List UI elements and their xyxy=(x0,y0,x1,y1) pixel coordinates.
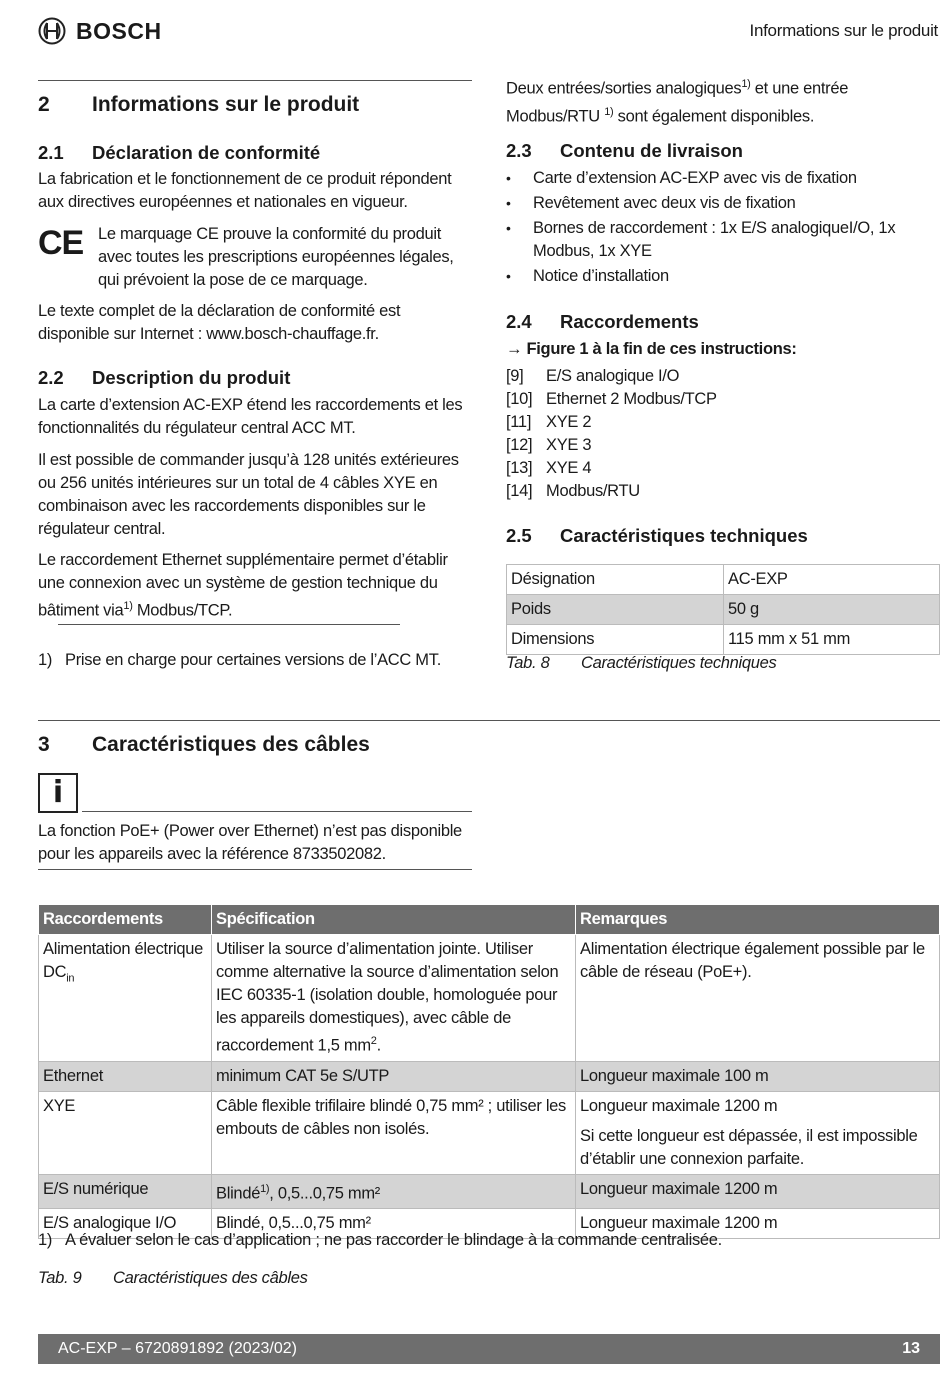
table-row: Alimentation électrique $DC_{in}$ Utiliser la source d’alimentation jointe. Utiliser comme alternative la source d’alimentation selon IEC 60335-1 (isolation double, homologuée pour les appareils domestiques), avec câble de raccordement 1,5 $mm^2$. Alimentation électrique également possible par le câble de réseau (PoE+). xyxy=(39,935,940,1062)
footnote: 1) A évaluer selon le cas d’application ; ne pas raccorder le blindage à la commande centralisée. xyxy=(38,1231,722,1249)
table-row: E/S analogique I/O Blindé, 0,5...0,75 mm² Longueur maximale 1200 m xyxy=(39,1209,940,1239)
paragraph: La carte d’extension AC-EXP étend les raccordements et les fonctionnalités du régulateur central ACC MT. xyxy=(38,396,463,437)
section-2-5-heading: 2.5 Caractéristiques techniques xyxy=(506,525,808,546)
tech-specs-table xyxy=(506,564,940,655)
table-caption: Tab. 9 Caractéristiques des câbles xyxy=(38,1269,308,1287)
list-item: [11] XYE 2 xyxy=(506,413,592,431)
section-2-3-heading: 2.3 Contenu de livraison xyxy=(506,140,743,161)
section-2-1-heading: 2.1 Déclaration de conformité xyxy=(38,142,321,163)
list-item: • Notice d’installation xyxy=(506,265,936,288)
section-2-2-heading: 2.2 Description du produit xyxy=(38,367,291,388)
ce-mark-icon: CE xyxy=(38,224,84,262)
divider xyxy=(38,869,472,870)
section-2-4-heading: 2.4 Raccordements xyxy=(506,311,699,332)
paragraph: Le texte complet de la déclaration de conformité est disponible sur Internet : www.bosch-chauffage.fr. xyxy=(38,302,401,343)
connection-list xyxy=(506,365,717,503)
table-row: Poids 50 g xyxy=(507,595,940,625)
list-item: • Bornes de raccordement : 1x E/S analogiqueI/O, 1x Modbus, 1x XYE xyxy=(506,217,936,263)
table-row: Dimensions 115 mm x 51 mm xyxy=(507,625,940,655)
info-icon: i xyxy=(38,773,78,813)
list-item: [12] XYE 3 xyxy=(506,436,592,454)
table-row: Ethernet minimum CAT 5e S/UTP Longueur maximale 100 m xyxy=(39,1061,940,1091)
paragraph: Il est possible de commander jusqu’à 128 unités extérieures ou 256 unités intérieures sur un total de 4 câbles XYE en combinaison avec les raccordements disponibles sur le régulateur central. xyxy=(38,451,459,538)
paragraph: Deux entrées/sorties analogiques$^{1)}$ et une entrée Modbus/RTU $^{1)}$ sont également disponibles. xyxy=(506,78,849,125)
footer-bar xyxy=(38,1334,940,1364)
divider xyxy=(38,720,940,721)
table-row: E/S numérique Blindé$^{1)}$, 0,5...0,75 mm² Longueur maximale 1200 m xyxy=(39,1174,940,1209)
paragraph: La fabrication et le fonctionnement de ce produit répondent aux directives européennes et nationales en vigueur. xyxy=(38,170,452,211)
brand-name: BOSCH xyxy=(76,17,162,44)
footnote-divider xyxy=(58,624,400,625)
paragraph: Le raccordement Ethernet supplémentaire permet d’établir une connexion avec un système de gestion technique du bâtiment via$^{1)}$ Modbus/TCP. xyxy=(38,551,448,620)
page-number: 13 xyxy=(902,1340,920,1357)
section-3-heading: 3 Caractéristiques des câbles xyxy=(38,733,370,756)
list-item: [9] E/S analogique I/O xyxy=(506,367,680,385)
list-item: [13] XYE 4 xyxy=(506,459,592,477)
footer-doc-id: AC-EXP – 6720891892 (2023/02) xyxy=(58,1340,297,1357)
footnote: 1) Prise en charge pour certaines versions de l’ACC MT. xyxy=(38,651,441,669)
list-item: [14] Modbus/RTU xyxy=(506,482,640,500)
table-row: Désignation AC-EXP xyxy=(507,565,940,595)
ce-text: Le marquage CE prouve la conformité du produit avec toutes les prescriptions européennes légales, qui prévoient la pose de ce marquage. xyxy=(98,225,454,289)
header-section-title: Informations sur le produit xyxy=(749,21,938,40)
table-row: XYE Câble flexible trifilaire blindé 0,75 mm² ; utiliser les embouts de câbles non isolés. Longueur maximale 1200 m Si cette longueur est dépassée, il est impossible d’établir une connexion parfaite. xyxy=(39,1091,940,1174)
divider xyxy=(38,80,472,81)
delivery-list xyxy=(506,167,936,288)
list-item: • Carte d’extension AC-EXP avec vis de fixation xyxy=(506,167,936,190)
bosch-armature-icon xyxy=(38,17,66,45)
list-item: [10] Ethernet 2 Modbus/TCP xyxy=(506,390,717,408)
table-header-row: Raccordements Spécification Remarques xyxy=(39,905,940,935)
section-2-heading: 2 Informations sur le produit xyxy=(38,93,360,116)
divider xyxy=(82,811,472,812)
table-caption: Tab. 8 Caractéristiques techniques xyxy=(506,654,777,672)
brand-logo xyxy=(38,17,162,45)
info-text: La fonction PoE+ (Power over Ethernet) n’est pas disponible pour les appareils avec la référence 8733502082. xyxy=(38,822,462,863)
list-item: • Revêtement avec deux vis de fixation xyxy=(506,192,936,215)
figure-reference: → Figure 1 à la fin de ces instructions: xyxy=(506,340,797,358)
cable-table xyxy=(38,904,940,1239)
